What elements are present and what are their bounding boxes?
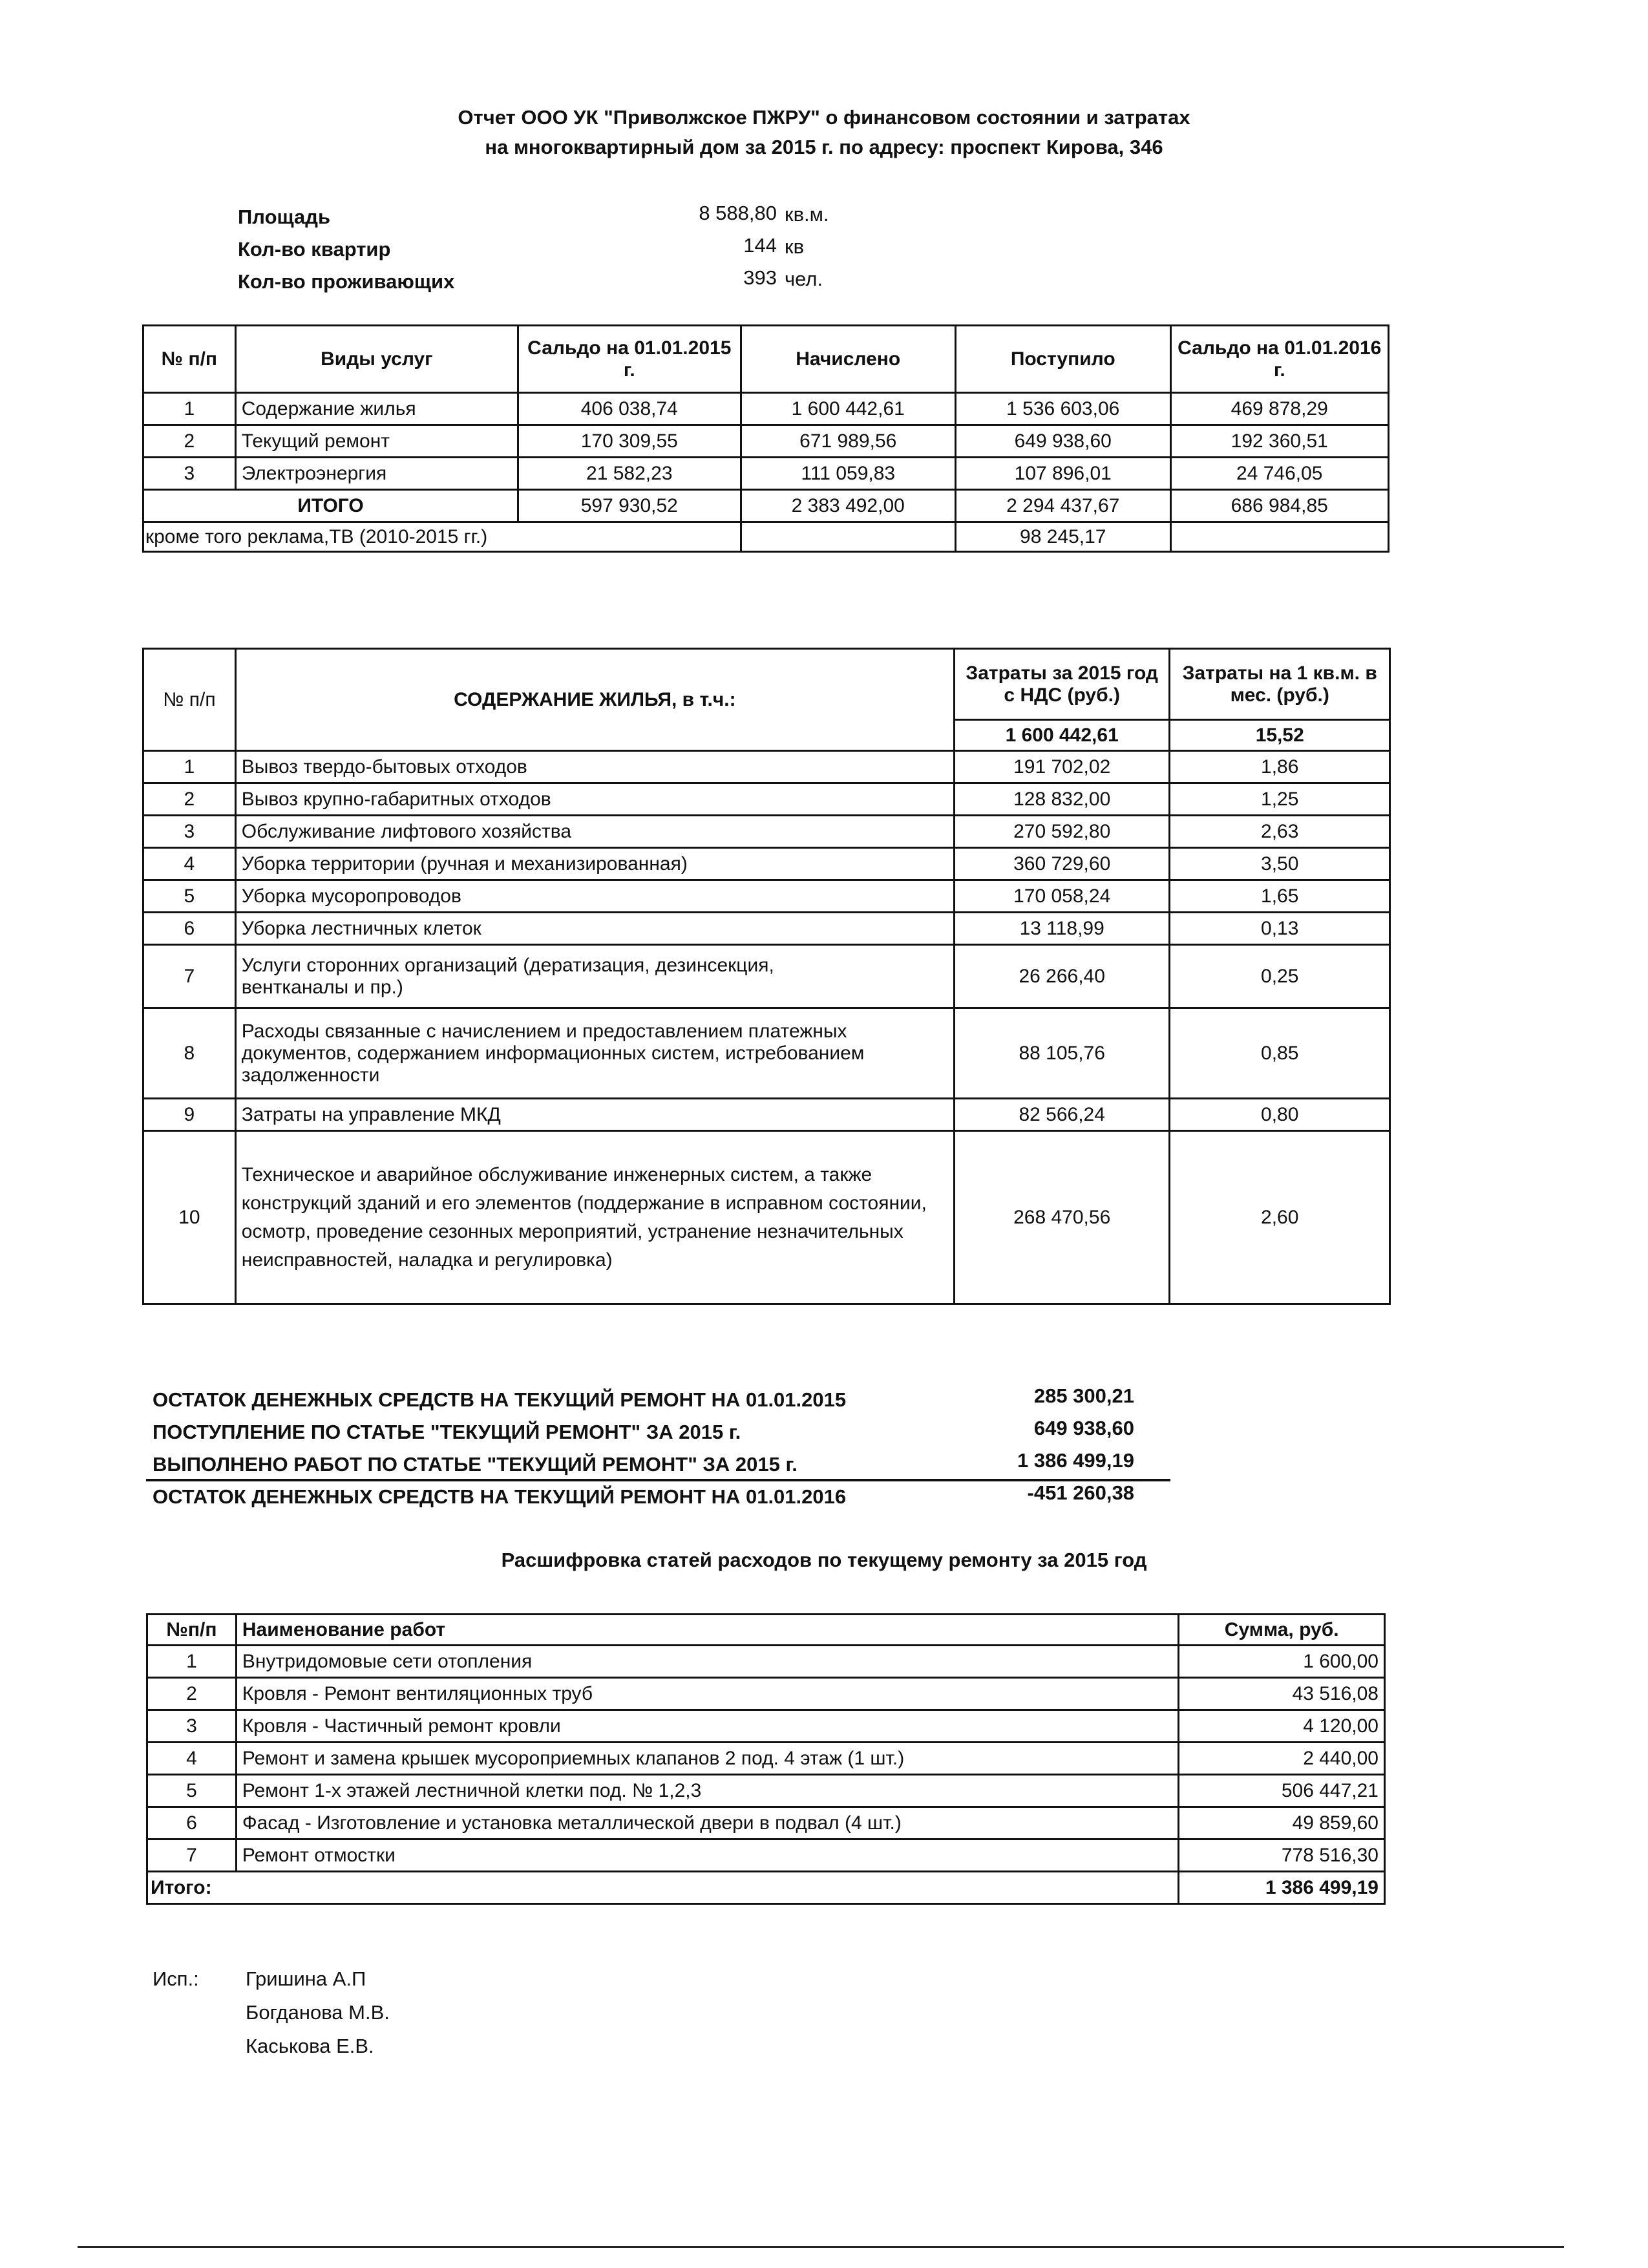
col-header-maintenance: СОДЕРЖАНИЕ ЖИЛЬЯ, в т.ч.: (235, 649, 954, 751)
work-name: Фасад - Изготовление и установка металлической двери в подвал (4 шт.) (236, 1807, 1179, 1839)
table-row (143, 913, 1390, 945)
cost-value: 270 592,80 (954, 816, 1170, 848)
extra-received: 98 245,17 (956, 522, 1171, 552)
info-unit-apartments: кв (785, 235, 805, 258)
cost-per-m2: 2,63 (1170, 816, 1390, 848)
service-name: Текущий ремонт (235, 425, 518, 458)
table-row (147, 1775, 1385, 1807)
table-row (143, 945, 1390, 1008)
summary-label-balance-2015: ОСТАТОК ДЕНЕЖНЫХ СРЕДСТВ НА ТЕКУЩИЙ РЕМОНТ НА 01.01.2015 (153, 1388, 847, 1411)
summary-label-works-done: ВЫПОЛНЕНО РАБОТ ПО СТАТЬЕ "ТЕКУЩИЙ РЕМОНТ" ЗА 2015 г. (153, 1453, 798, 1476)
info-label-apartments: Кол-во квартир (238, 238, 391, 260)
table-row (147, 1710, 1385, 1743)
report-title-line1: Отчет ООО УК "Приволжское ПЖРУ" о финансовом состоянии и затратах (458, 106, 1190, 129)
info-unit-residents: чел. (785, 268, 823, 290)
info-label-area: Площадь (238, 206, 331, 228)
cost-value: 82 566,24 (954, 1099, 1170, 1131)
repair-header-row (147, 1615, 1385, 1646)
cost-value: 88 105,76 (954, 1008, 1170, 1099)
col-header-balance-2015: Сальдо на 01.01.2015 г. (518, 326, 741, 393)
table-row (147, 1743, 1385, 1775)
work-sum: 1 600,00 (1179, 1646, 1385, 1678)
cost-value: 13 118,99 (954, 913, 1170, 945)
col-header-received: Поступило (956, 326, 1171, 393)
cost-per-m2: 1,65 (1170, 880, 1390, 913)
row-number: 1 (143, 751, 236, 783)
col-header-work-name: Наименование работ (236, 1615, 1179, 1646)
executor-name: Гришина А.П (246, 1967, 366, 1990)
row-number: 5 (143, 880, 236, 913)
total-label: ИТОГО (143, 490, 518, 522)
table-row (143, 880, 1390, 913)
cost-item-name: Уборка мусоропроводов (235, 880, 954, 913)
balance-2015: 21 582,23 (518, 458, 741, 490)
row-number: 4 (143, 848, 236, 880)
col-header-service: Виды услуг (235, 326, 518, 393)
cost-item-name: Техническое и аварийное обслуживание инженерных систем, а также конструкций зданий и его элементов (поддержание в исправном состоянии, осмотр, проведение сезонных мероприятий, устранение незначительных неисправностей, наладка и регулировка) (235, 1131, 954, 1304)
balance-2015: 170 309,55 (518, 425, 741, 458)
work-sum: 778 516,30 (1179, 1839, 1385, 1872)
col-header-cost-per-m2: Затраты на 1 кв.м. в мес. (руб.) (1170, 649, 1390, 720)
cost-value: 26 266,40 (954, 945, 1170, 1008)
cost-value: 191 702,02 (954, 751, 1170, 783)
charged: 671 989,56 (741, 425, 956, 458)
info-unit-area: кв.м. (785, 203, 829, 226)
summary-value-balance-2015: 285 300,21 (1033, 1384, 1134, 1407)
received: 649 938,60 (956, 425, 1171, 458)
total-balance-2015: 597 930,52 (518, 490, 741, 522)
services-table (142, 324, 1389, 553)
executor-name: Богданова М.В. (246, 2001, 390, 2024)
col-header-cost-2015: Затраты за 2015 год с НДС (руб.) (954, 649, 1170, 720)
row-number: 3 (143, 458, 236, 490)
work-sum: 49 859,60 (1179, 1807, 1385, 1839)
info-value-area: 8 588,80 (699, 202, 777, 224)
work-sum: 506 447,21 (1179, 1775, 1385, 1807)
row-number: 7 (143, 945, 236, 1008)
total-label: Итого: (147, 1872, 1179, 1904)
repair-breakdown-table (146, 1613, 1386, 1905)
table-row (143, 783, 1390, 816)
cost-per-m2: 2,60 (1170, 1131, 1390, 1304)
services-extra-row (143, 522, 1389, 552)
service-name: Содержание жилья (235, 393, 518, 425)
work-sum: 4 120,00 (1179, 1710, 1385, 1743)
cost-item-name: Затраты на управление МКД (235, 1099, 954, 1131)
row-number: 3 (143, 816, 236, 848)
work-name: Ремонт и замена крышек мусороприемных клапанов 2 под. 4 этаж (1 шт.) (236, 1743, 1179, 1775)
col-header-number: №п/п (147, 1615, 237, 1646)
row-number: 7 (147, 1839, 237, 1872)
row-number: 9 (143, 1099, 236, 1131)
table-row (143, 425, 1389, 458)
balance-2015: 406 038,74 (518, 393, 741, 425)
work-sum: 2 440,00 (1179, 1743, 1385, 1775)
received: 107 896,01 (956, 458, 1171, 490)
received: 1 536 603,06 (956, 393, 1171, 425)
info-value-residents: 393 (743, 266, 777, 289)
table-row (143, 1099, 1390, 1131)
table-row (147, 1646, 1385, 1678)
cost-item-name: Расходы связанные с начислением и предоставлением платежных документов, содержанием информационных систем, истребованием задолженности (235, 1008, 954, 1099)
cost-item-name: Уборка лестничных клеток (235, 913, 954, 945)
total-sum: 1 386 499,19 (1179, 1872, 1385, 1904)
row-number: 6 (143, 913, 236, 945)
row-number: 4 (147, 1743, 237, 1775)
summary-value-works-done: 1 386 499,19 (1017, 1449, 1134, 1472)
table-row (143, 751, 1390, 783)
row-number: 6 (147, 1807, 237, 1839)
charged: 111 059,83 (741, 458, 956, 490)
balance-2016: 192 360,51 (1170, 425, 1389, 458)
summary-label-balance-2016: ОСТАТОК ДЕНЕЖНЫХ СРЕДСТВ НА ТЕКУЩИЙ РЕМОНТ НА 01.01.2016 (153, 1485, 847, 1508)
summary-value-balance-2016: -451 260,38 (1027, 1481, 1134, 1504)
cost-value: 360 729,60 (954, 848, 1170, 880)
table-row (143, 848, 1390, 880)
col-header-number: № п/п (143, 649, 236, 751)
cost-per-m2: 0,85 (1170, 1008, 1390, 1099)
report-title-line2: на многоквартирный дом за 2015 г. по адресу: проспект Кирова, 346 (485, 136, 1163, 158)
cost-item-name: Услуги сторонних организаций (дератизация, дезинсекция, вентканалы и пр.) (235, 945, 954, 1008)
work-name: Внутридомовые сети отопления (236, 1646, 1179, 1678)
row-number: 2 (147, 1678, 237, 1710)
row-number: 1 (143, 393, 236, 425)
repair-total-row (147, 1872, 1385, 1904)
repair-breakdown-title: Расшифровка статей расходов по текущему ремонту за 2015 год (501, 1549, 1147, 1571)
work-name: Ремонт 1-х этажей лестничной клетки под. № 1,2,3 (236, 1775, 1179, 1807)
row-number: 2 (143, 783, 236, 816)
cost-per-m2: 0,25 (1170, 945, 1390, 1008)
cost-per-m2: 1,25 (1170, 783, 1390, 816)
executors-label: Исп.: (153, 1967, 199, 1990)
cost-value: 170 058,24 (954, 880, 1170, 913)
total-balance-2016: 686 984,85 (1170, 490, 1389, 522)
table-row (143, 393, 1389, 425)
cost-per-m2: 0,80 (1170, 1099, 1390, 1131)
total-cost: 1 600 442,61 (954, 720, 1170, 751)
row-number: 10 (143, 1131, 236, 1304)
extra-empty-cell (1170, 522, 1389, 552)
cost-item-name: Вывоз крупно-габаритных отходов (235, 783, 954, 816)
row-number: 3 (147, 1710, 237, 1743)
table-row (147, 1678, 1385, 1710)
total-per-m2: 15,52 (1170, 720, 1390, 751)
maintenance-header-row (143, 649, 1390, 720)
info-label-residents: Кол-во проживающих (238, 270, 455, 293)
executor-name: Каськова Е.В. (246, 2035, 374, 2057)
cost-value: 128 832,00 (954, 783, 1170, 816)
scan-edge-line (78, 2246, 1564, 2248)
col-header-number: № п/п (143, 326, 236, 393)
row-number: 8 (143, 1008, 236, 1099)
work-name: Кровля - Ремонт вентиляционных труб (236, 1678, 1179, 1710)
extra-empty-cell (741, 522, 956, 552)
table-row (143, 816, 1390, 848)
table-row (143, 458, 1389, 490)
cost-item-name: Обслуживание лифтового хозяйства (235, 816, 954, 848)
work-name: Ремонт отмостки (236, 1839, 1179, 1872)
total-received: 2 294 437,67 (956, 490, 1171, 522)
services-total-row (143, 490, 1389, 522)
col-header-balance-2016: Сальдо на 01.01.2016 г. (1170, 326, 1389, 393)
service-name: Электроэнергия (235, 458, 518, 490)
cost-per-m2: 0,13 (1170, 913, 1390, 945)
balance-2016: 24 746,05 (1170, 458, 1389, 490)
table-row (143, 1131, 1390, 1304)
row-number: 1 (147, 1646, 237, 1678)
row-number: 5 (147, 1775, 237, 1807)
summary-value-income: 649 938,60 (1033, 1417, 1134, 1439)
services-header-row (143, 326, 1389, 393)
table-row (147, 1839, 1385, 1872)
cost-per-m2: 3,50 (1170, 848, 1390, 880)
cost-item-name: Уборка территории (ручная и механизированная) (235, 848, 954, 880)
maintenance-table (142, 648, 1391, 1305)
work-name: Кровля - Частичный ремонт кровли (236, 1710, 1179, 1743)
summary-label-income: ПОСТУПЛЕНИЕ ПО СТАТЬЕ "ТЕКУЩИЙ РЕМОНТ" ЗА 2015 г. (153, 1421, 741, 1443)
col-header-charged: Начислено (741, 326, 956, 393)
charged: 1 600 442,61 (741, 393, 956, 425)
table-row (143, 1008, 1390, 1099)
col-header-sum: Сумма, руб. (1179, 1615, 1385, 1646)
table-row (147, 1807, 1385, 1839)
cost-per-m2: 1,86 (1170, 751, 1390, 783)
extra-label: кроме того реклама,ТВ (2010-2015 гг.) (143, 522, 741, 552)
total-charged: 2 383 492,00 (741, 490, 956, 522)
info-value-apartments: 144 (743, 234, 777, 257)
balance-2016: 469 878,29 (1170, 393, 1389, 425)
work-sum: 43 516,08 (1179, 1678, 1385, 1710)
cost-value: 268 470,56 (954, 1131, 1170, 1304)
cost-item-name: Вывоз твердо-бытовых отходов (235, 751, 954, 783)
row-number: 2 (143, 425, 236, 458)
